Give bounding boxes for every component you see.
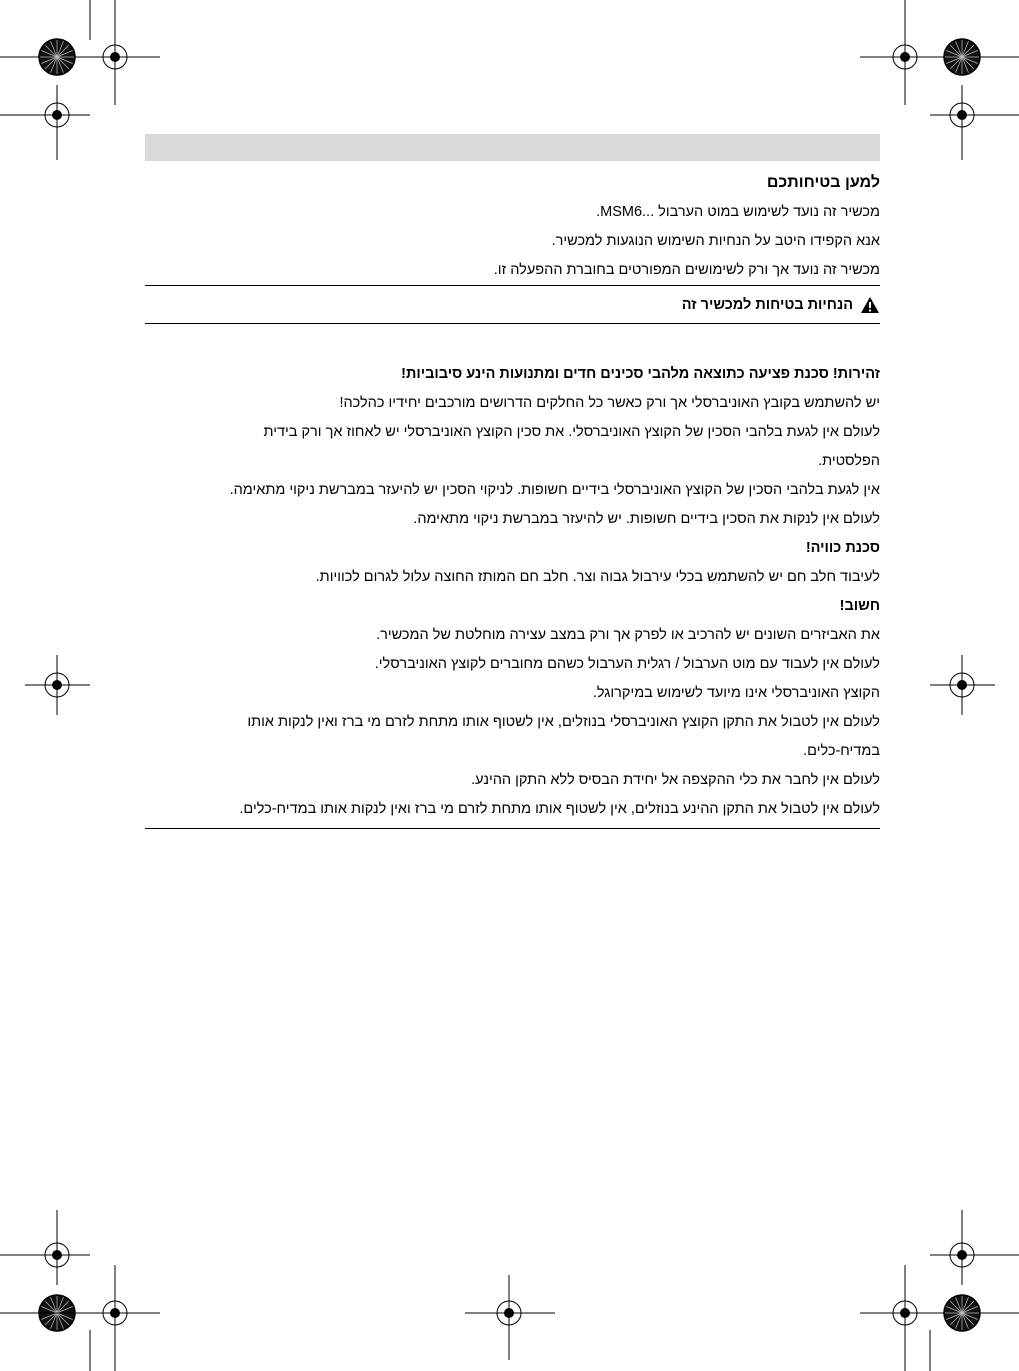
safety-heading: הנחיות בטיחות למכשיר זה	[681, 296, 853, 313]
page-title: למען בטיחותכם	[766, 174, 880, 191]
color-wheel-icon	[944, 1295, 980, 1331]
safety-heading-row	[145, 286, 880, 323]
body-line: יש להשתמש בקובץ האוניברסלי אך ורק כאשר כל החלקים הדרושים מורכבים יחידיו כהלכה!	[339, 395, 880, 411]
body-line: לעיבוד חלב חם יש להשתמש בכלי עירבול גבוה וצר. חלב חם המותז החוצה עלול לגרום לכוויות.	[315, 569, 880, 585]
body-line: הפלסטית.	[818, 453, 880, 469]
warning-heading: סכנת כוויה!	[805, 540, 880, 556]
color-wheel-icon	[39, 39, 75, 75]
body-line: את האביזרים השונים יש להרכיב או לפרק אך ורק במצב עצירה מוחלטת של המכשיר.	[376, 627, 880, 643]
intro-line: אנא הקפידו היטב על הנחיות השימוש הנוגעות למכשיר.	[551, 233, 880, 249]
body-line: אין לגעת בלהבי הסכין של הקוצץ האוניברסלי בידיים חשופות. לניקוי הסכין יש להיעזר במברשת ניקוי מתאימה.	[229, 482, 880, 498]
warning-heading: זהירות! סכנת פציעה כתוצאה מלהבי סכינים חדים ומתנועות הינע סיבוביות!	[401, 366, 880, 382]
color-wheel-icon	[944, 39, 980, 75]
section-header-band	[145, 134, 880, 161]
warning-triangle-icon	[860, 296, 880, 314]
body-line: לעולם אין לעבוד עם מוט הערבול / רגלית הערבול כשהם מחוברים לקוצץ האוניברסלי.	[374, 656, 880, 672]
body-line: לעולם אין לטבול את התקן הקוצץ האוניברסלי בנוזלים, אין לשטוף אותו מתחת לזרם מי ברז ואין לנקות אותו	[247, 714, 880, 730]
body-line: לעולם אין לגעת בלהבי הסכין של הקוצץ האוניברסלי. את סכין הקוצץ האוניברסלי יש לאחוז אך ורק בידית	[263, 424, 880, 440]
divider	[145, 828, 880, 829]
warning-heading: חשוב!	[839, 598, 880, 614]
body-line: לעולם אין לנקות את הסכין בידיים חשופות. יש להיעזר במברשת ניקוי מתאימה.	[413, 511, 880, 527]
safety-content	[145, 168, 880, 829]
intro-line: מכשיר זה נועד אך ורק לשימושים המפורטים בחוברת ההפעלה זו.	[493, 262, 880, 278]
body-line: במדיח-כלים.	[803, 743, 880, 759]
body-line: הקוצץ האוניברסלי אינו מיועד לשימוש במיקרוגל.	[592, 685, 880, 701]
body-line: לעולם אין לחבר את כלי ההקצפה אל יחידת הבסיס ללא התקן ההינע.	[471, 772, 880, 788]
intro-line: מכשיר זה נועד לשימוש במוט הערבול ...MSM6.	[596, 204, 880, 220]
safety-body	[145, 360, 880, 824]
body-line: לעולם אין לטבול את התקן ההינע בנוזלים, אין לשטוף אותו מתחת לזרם מי ברז ואין לנקות אותו במדיח-כלים.	[239, 801, 880, 817]
